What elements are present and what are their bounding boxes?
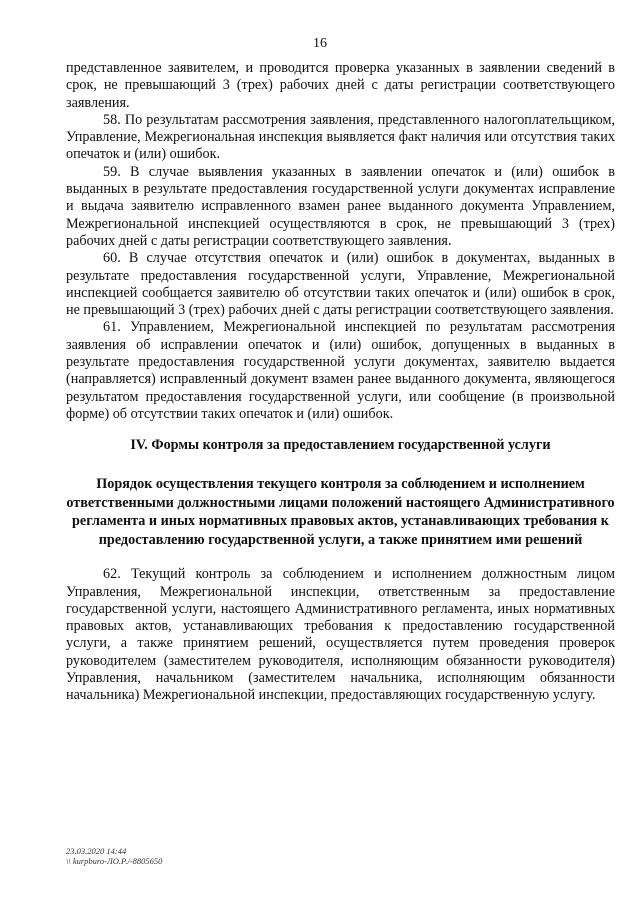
page-number: 16 <box>313 36 327 51</box>
footer-timestamp: 23.03.2020 14:44 <box>66 846 127 856</box>
document-body <box>66 60 615 705</box>
paragraph-59: 59. В случае выявления указанных в заявлении опечаток и (или) ошибок в выданных в результате предоставления государственной услуги документах исправление и выдача заявителю исправленного взамен ранее выданного документа Управлением, Межрегиональной инспекцией осуществляются в срок, не превышающий 3 (трех) рабочих дней с даты регистрации соответствующего заявления. <box>66 163 615 249</box>
paragraph-58: 58. По результатам рассмотрения заявления, представленного налогоплательщиком, Управление, Межрегиональная инспекция выявляется факт наличия или отсутствия таких опечаток и (или) ошибок. <box>66 111 615 163</box>
paragraph-61: 61. Управлением, Межрегиональной инспекцией по результатам рассмотрения заявления об исправлении опечаток и (или) ошибок, допущенных в выданных в результате предоставления государственной услуги документах, заявителю выдается (направляется) исправленный документ взамен ранее выданного документа, являющегося результатом предоставления государственной услуги, или сообщение (в произвольной форме) об отсутствии таких опечаток и (или) ошибок. <box>66 319 615 422</box>
paragraph-62: 62. Текущий контроль за соблюдением и исполнением должностным лицом Управления, Межрегиональной инспекции, ответственным за предоставление государственной услуги, настоящего Административного регламента, иных нормативных правовых актов, устанавливающих требования к предоставлению государственной услуги, а также принятием решений, осуществляется путем проведения проверок руководителем (заместителем руководителя, исполняющим обязанности руководителя) Управления, начальником (заместителем начальника, исполняющим обязанности начальника) Межрегиональной инспекции, предоставляющих государственную услугу. <box>66 566 615 704</box>
footer-file-reference: \\ kurpburo-ЛО.Р./-8805650 <box>66 856 163 866</box>
document-footer-stamp <box>66 846 162 866</box>
paragraph-continuation: представленное заявителем, и проводится проверка указанных в заявлении сведений в срок, не превышающий 3 (трех) рабочих дней с даты регистрации соответствующего заявления. <box>66 60 615 111</box>
paragraph-60: 60. В случае отсутствия опечаток и (или) ошибок в документах, выданных в результате предоставления государственной услуги, Управление, Межрегиональной инспекцией сообщается заявителю об отсутствии таких опечаток и (или) ошибок в срок, не превышающий 3 (трех) рабочих дней с даты регистрации соответствующего заявления. <box>66 250 615 319</box>
subsection-heading: Порядок осуществления текущего контроля за соблюдением и исполнением ответственными должностными лицами положений настоящего Административного регламента и иных нормативных правовых актов, устанавливающих требования к предоставлению государственной услуги, а также принятием ими решений <box>66 476 615 548</box>
section-heading-iv: IV. Формы контроля за предоставлением государственной услуги <box>130 437 551 454</box>
